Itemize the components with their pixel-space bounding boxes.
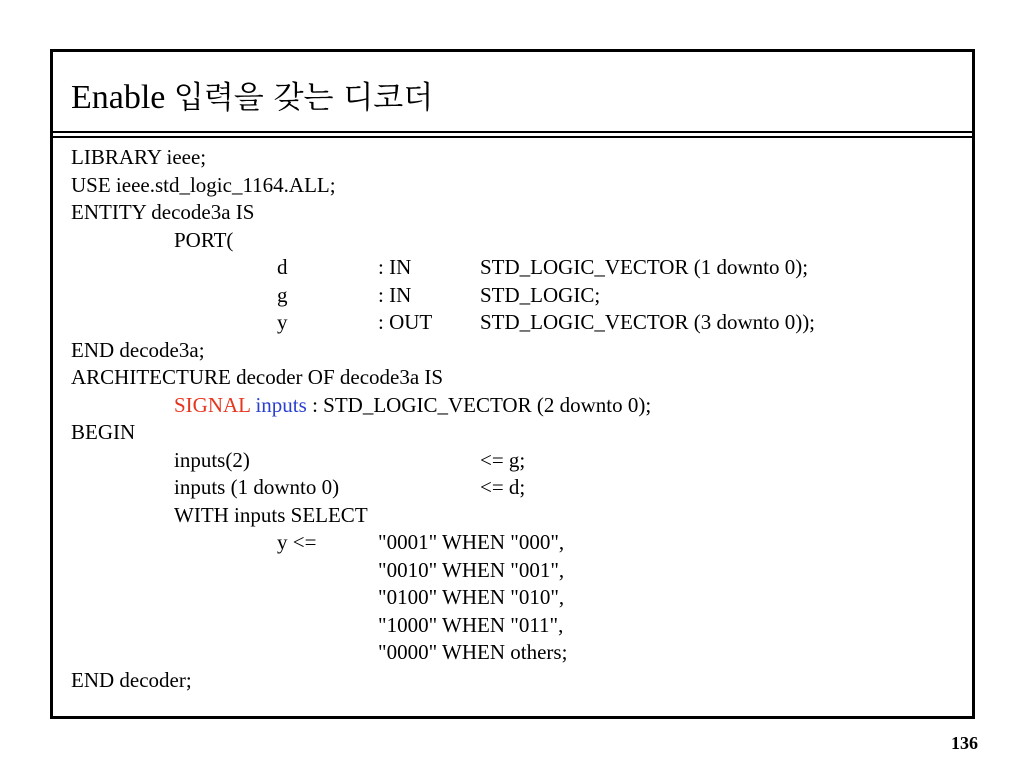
code-line (71, 254, 962, 282)
code-text: ARCHITECTURE decoder OF decode3a IS (71, 365, 444, 389)
page-number: 136 (951, 733, 978, 753)
select-case: "0000" WHEN others; (378, 640, 568, 664)
code-text: END decoder; (71, 667, 192, 692)
port-type: STD_LOGIC_VECTOR (1 downto 0); (480, 255, 809, 279)
port-type: STD_LOGIC; (480, 282, 601, 307)
slide-frame (50, 49, 975, 719)
signal-keyword: SIGNAL (174, 392, 251, 417)
code-text: BEGIN (71, 420, 136, 444)
select-case: "0001" WHEN "000", (378, 530, 565, 554)
code-line (71, 309, 962, 337)
code-line (71, 612, 962, 640)
title-divider-top (53, 131, 972, 133)
title-divider-bottom (53, 136, 972, 138)
code-line (71, 172, 962, 200)
select-case: "0100" WHEN "010", (378, 585, 565, 609)
select-case: "1000" WHEN "011", (378, 612, 564, 637)
vhdl-code-block (71, 144, 962, 694)
code-line (71, 419, 962, 447)
code-line (71, 639, 962, 667)
title-english: Enable (71, 79, 166, 116)
assign-value: <= g; (480, 447, 526, 472)
title-korean: 입력을 갖는 디코더 (173, 80, 434, 116)
code-line (71, 337, 962, 365)
slide-title (71, 78, 433, 118)
code-text: PORT( (174, 227, 234, 252)
code-line (71, 364, 962, 392)
assign-value: <= d; (480, 475, 526, 499)
code-text: ENTITY decode3a IS (71, 200, 255, 224)
code-line (71, 227, 962, 255)
code-line (71, 447, 962, 475)
code-line (71, 199, 962, 227)
signal-statement (174, 392, 651, 420)
signal-name: inputs (255, 392, 307, 417)
assign-target: inputs(2) (174, 447, 250, 472)
port-name: y (277, 310, 288, 334)
select-case: "0010" WHEN "001", (378, 557, 565, 582)
code-line (71, 502, 962, 530)
code-text: WITH inputs SELECT (174, 502, 368, 527)
signal-type: : STD_LOGIC_VECTOR (2 downto 0); (312, 392, 652, 417)
select-target: y <= (277, 530, 317, 554)
code-line (71, 529, 962, 557)
code-line (71, 557, 962, 585)
port-name: d (277, 255, 288, 279)
code-line (71, 584, 962, 612)
code-line (71, 667, 962, 695)
port-mode: : OUT (378, 310, 433, 334)
code-text: LIBRARY ieee; (71, 145, 207, 169)
code-line (71, 144, 962, 172)
port-mode: : IN (378, 255, 412, 279)
port-mode: : IN (378, 282, 412, 307)
code-line (71, 392, 962, 420)
port-name: g (277, 282, 288, 307)
code-text: END decode3a; (71, 337, 205, 362)
assign-target: inputs (1 downto 0) (174, 475, 340, 499)
code-line (71, 282, 962, 310)
title-area (53, 52, 972, 131)
port-type: STD_LOGIC_VECTOR (3 downto 0)); (480, 310, 816, 334)
code-text: USE ieee.std_logic_1164.ALL; (71, 172, 336, 197)
code-line (71, 474, 962, 502)
